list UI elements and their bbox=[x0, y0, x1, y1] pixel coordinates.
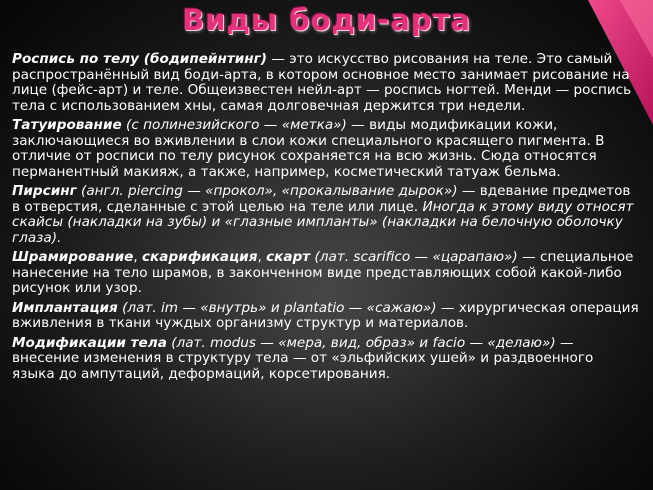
slide-title: Виды боди-арта bbox=[182, 3, 471, 37]
term-piercing: Пирсинг bbox=[12, 183, 77, 199]
term-implantation: Имплантация bbox=[12, 299, 118, 316]
paragraph-note: Иногда к этому виду относят скайсы (накладки на зубы) и «глазные импланты» (накладки на белочную оболочку глаза). bbox=[12, 198, 634, 246]
paragraph-body-modification bbox=[12, 336, 640, 383]
paragraph-scarification bbox=[12, 250, 640, 297]
term-scart: скарт bbox=[266, 249, 311, 265]
slide-body bbox=[12, 52, 640, 386]
etymology-note: (с полинезийского — «метка») bbox=[121, 117, 347, 133]
etymology-note: (англ. piercing — «прокол», «прокалывание дырок») bbox=[76, 183, 458, 199]
paragraph-tattooing bbox=[12, 118, 640, 180]
separator: , bbox=[257, 249, 267, 265]
etymology-note: (лат. im — «внутрь» и plantatio — «сажаю») bbox=[117, 299, 437, 316]
etymology-note: (лат. scarifico — «царапаю») bbox=[310, 249, 518, 265]
paragraph-implantation bbox=[12, 301, 640, 332]
paragraph-piercing bbox=[12, 184, 640, 246]
paragraph-text: — внесение изменения в структуру тела — от «эльфийских ушей» и раздвоенного языка до ампутаций, деформаций, корсетирования. bbox=[12, 334, 594, 382]
term-body-modification: Модификации тела bbox=[12, 334, 167, 351]
term-scarification: скарификация bbox=[141, 249, 258, 265]
term-body-painting: Роспись по телу (бодипейнтинг) bbox=[12, 51, 267, 67]
paragraph-text: — специальное нанесение на тело шрамов, в законченном виде представляющих собой какой-либо рисунок или узор. bbox=[12, 249, 634, 296]
paragraph-text: — виды модификации кожи, заключающиеся во вживлении в слои кожи специального красящего пигмента. В отличие от росписи по телу рисунок сохраняется на всю жизнь. Сюда относятся перманентный макияж, а также, например, косметический татуаж бельма. bbox=[12, 117, 605, 180]
separator: , bbox=[133, 249, 142, 265]
term-scarring: Шрамирование bbox=[12, 249, 134, 265]
etymology-note: (лат. modus — «мера, вид, образ» и facio — «делаю») bbox=[166, 334, 556, 351]
term-tattooing: Татуирование bbox=[12, 117, 122, 133]
paragraph-body-painting bbox=[12, 52, 640, 114]
paragraph-text: — вдевание предметов в отверстия, сделанные с этой целью на теле или лице. bbox=[12, 183, 631, 215]
paragraph-text: — это искусство рисования на теле. Это самый распространённый вид боди-арта, в котором основное место занимает рисование на лице (фейс-арт) и теле. Общеизвестен нейл-арт — роспись ногтей. Менди — роспись тела с использованием хны, самая долговечная держится три недели. bbox=[12, 51, 632, 114]
paragraph-text: — хирургическая операция вживления в ткани чуждых организму структур и материалов. bbox=[12, 299, 639, 331]
